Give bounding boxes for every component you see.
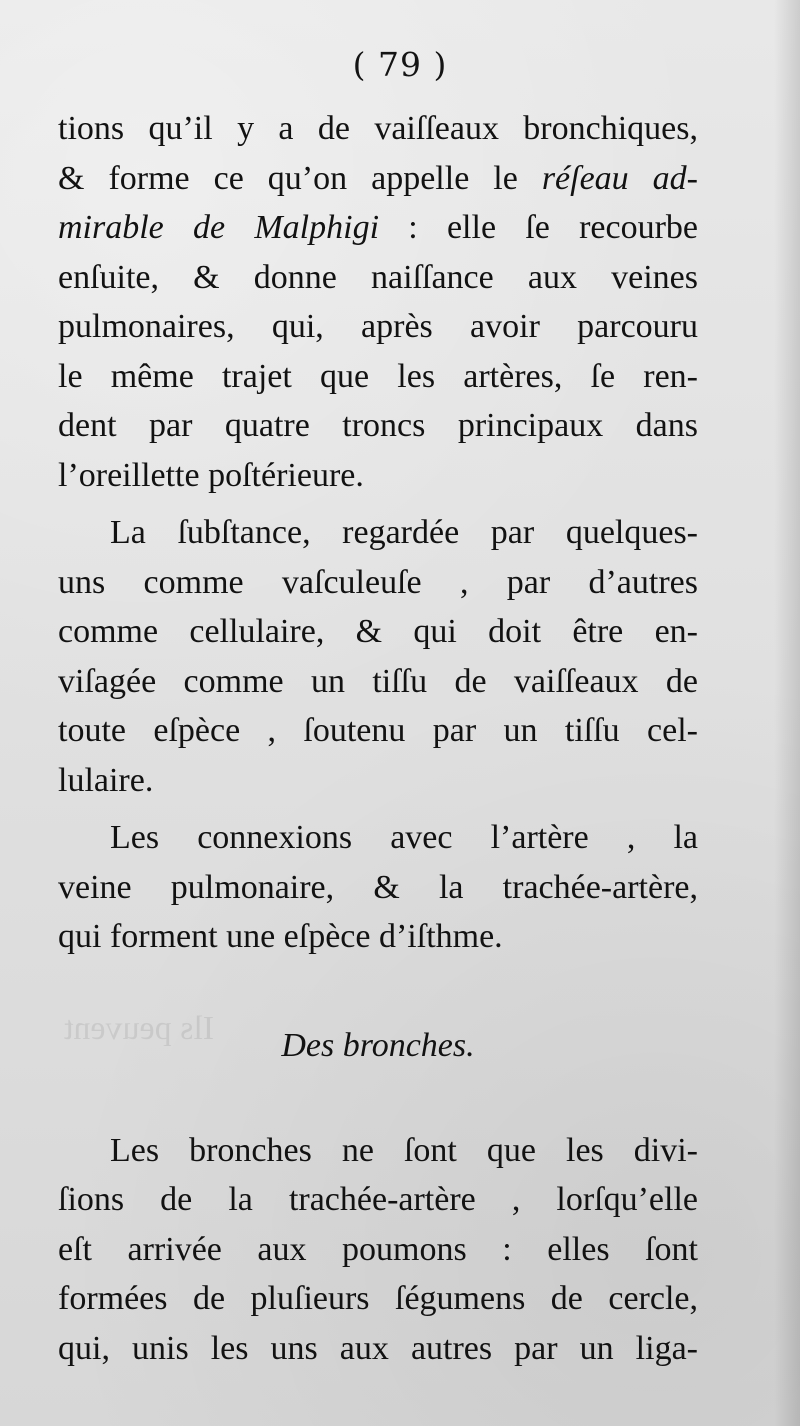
text-line: toute eſpèce , ſoutenu par un tiſſu cel- (58, 712, 698, 749)
text-line: veine pulmonaire, & la trachée-artère, (58, 868, 698, 906)
paragraph-gap (58, 805, 698, 813)
text-line-segment: & forme ce qu’on appelle le (58, 159, 542, 197)
text-line: l’oreillette poſtérieure. (58, 456, 364, 494)
text-line: ſions de la trachée-artère , lorſqu’elle (58, 1181, 698, 1218)
main-text (58, 104, 698, 1373)
text-line: tions qu’il y a de vaiſſeaux bronchiques, (58, 110, 698, 147)
section-heading: Des bronches. (281, 1026, 475, 1064)
text-line: Les bronches ne ſont que les divi- (110, 1131, 698, 1169)
italic-term: réſeau ad- (541, 159, 698, 197)
text-line: viſagée comme un tiſſu de vaiſſeaux de (58, 662, 698, 700)
text-line: qui forment une eſpèce d’iſthme. (58, 918, 503, 955)
text-line: La ſubſtance, regardée par quelques- (110, 514, 698, 551)
text-line: dent par quatre troncs principaux dans (58, 407, 698, 444)
italic-term: mirable de Malphigi (58, 209, 380, 246)
page-number: ( 79 ) (352, 45, 448, 84)
page-edge-shadow (774, 0, 800, 1426)
text-line (58, 154, 698, 204)
text-line: comme cellulaire, & qui doit être en- (58, 613, 698, 650)
text-line: lulaire. (58, 761, 154, 799)
section-gap (58, 962, 698, 1022)
paragraph-gap (58, 500, 698, 508)
text-line: qui, unis les uns aux autres par un liga- (58, 1329, 698, 1367)
text-line-segment: : elle ſe recourbe (379, 209, 698, 246)
text-line: uns comme vaſculeuſe , par d’autres (58, 563, 698, 601)
text-line: pulmonaires, qui, après avoir parcouru (58, 308, 698, 345)
show-through-text: Ils peuvent (64, 1010, 215, 1047)
text-line: le même trajet que les artères, ſe ren- (58, 357, 698, 395)
heading-spacer (58, 1070, 698, 1126)
text-line: formées de pluſieurs ſégumens de cercle, (58, 1280, 698, 1317)
text-line: eſt arrivée aux poumons : elles ſont (58, 1230, 698, 1268)
text-line (58, 203, 698, 253)
text-line: Les connexions avec l’artère , la (110, 819, 698, 856)
text-line: enſuite, & donne naiſſance aux veines (58, 258, 698, 296)
